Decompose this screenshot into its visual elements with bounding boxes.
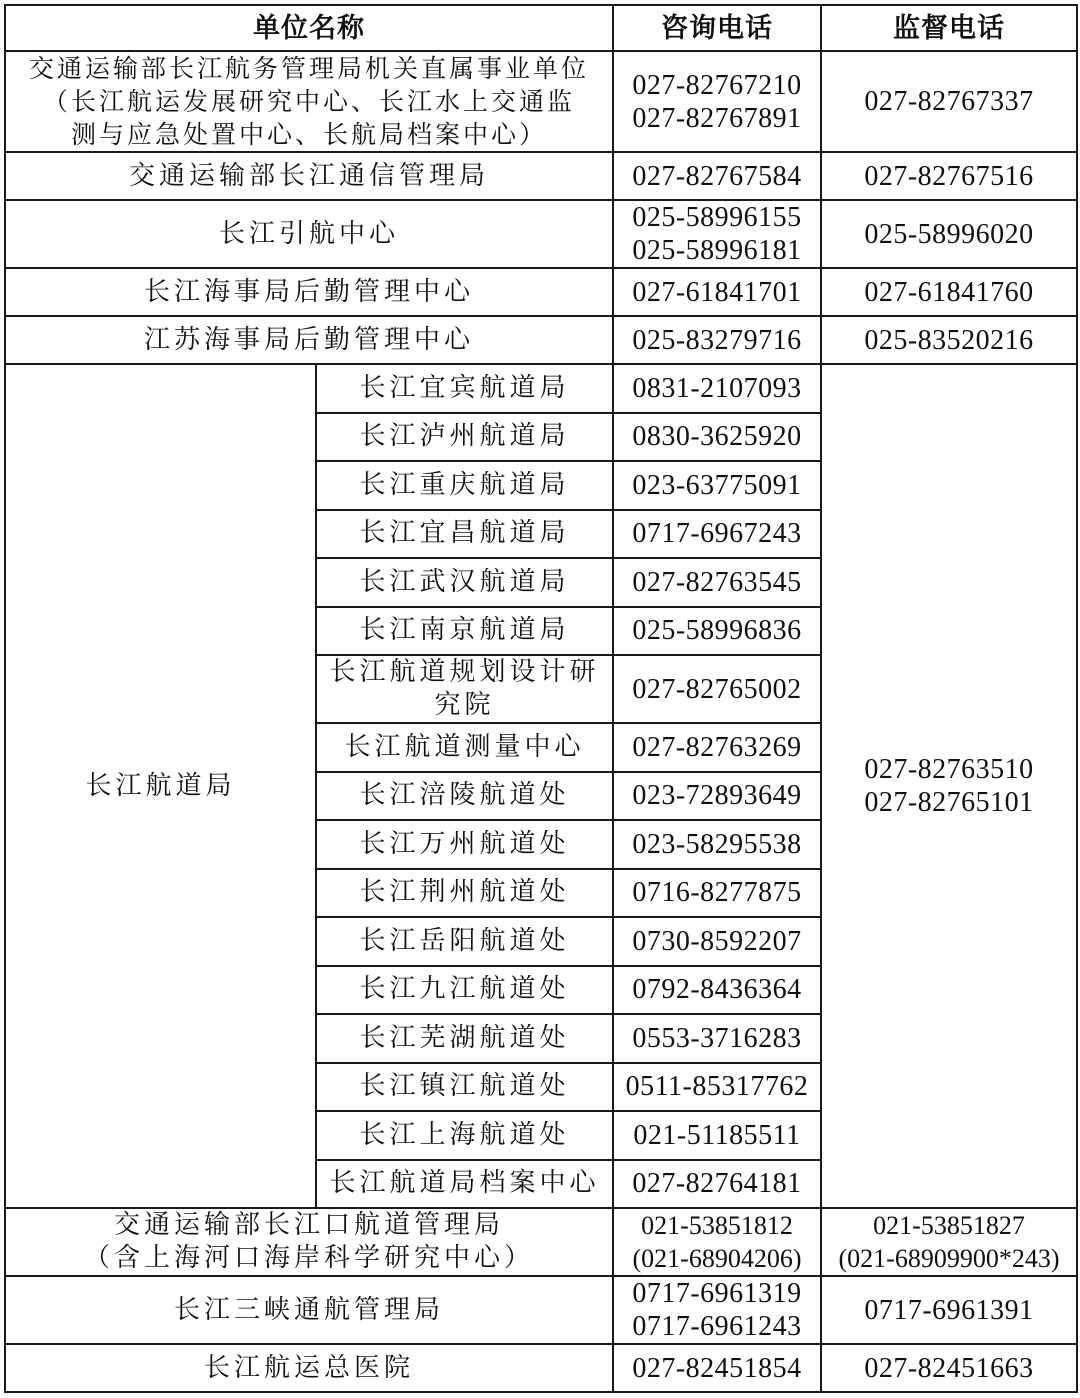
consult-phone-cell-line: 0716-8277875 (632, 877, 802, 909)
consult-phone-cell-line: 027-82767210 (632, 69, 802, 101)
table-row (5, 364, 1077, 413)
sub-unit-name-cell-line: 长江芜湖航道处 (359, 1022, 570, 1053)
table-row (5, 316, 1077, 364)
supervise-phone-cell (821, 200, 1077, 268)
unit-name-cell (5, 1276, 613, 1344)
supervise-phone-cell-line: 027-82767337 (864, 86, 1034, 117)
unit-name-cell (5, 51, 613, 152)
consult-phone-cell (613, 268, 821, 316)
table-row (5, 1208, 1077, 1276)
sub-unit-name-cell (316, 461, 613, 510)
consult-phone-cell (613, 1344, 821, 1392)
supervise-phone-cell (821, 1276, 1077, 1344)
supervise-phone-cell-line: 027-82763510 (864, 754, 1034, 785)
sub-unit-name-cell (316, 869, 613, 918)
sub-unit-name-cell (316, 1063, 613, 1112)
consult-phone-cell-line: (021-68904206) (632, 1244, 802, 1273)
unit-name-cell (5, 316, 613, 364)
sub-unit-name-cell (316, 772, 613, 821)
sub-unit-name-cell-line: 长江涪陵航道处 (359, 780, 570, 811)
sub-unit-name-cell-line: 究院 (434, 690, 495, 720)
supervise-phone-cell (821, 51, 1077, 152)
consult-phone-cell-line: 027-82451854 (632, 1352, 802, 1384)
supervise-phone-cell (821, 1208, 1077, 1276)
consult-phone-cell-line: 0730-8592207 (632, 925, 802, 957)
consult-phone-cell (613, 820, 821, 869)
consult-phone-cell-line: 021-53851812 (641, 1211, 793, 1240)
consult-phone-cell-line: 021-51185511 (633, 1119, 801, 1151)
sub-unit-name-cell-line: 长江航道测量中心 (344, 731, 585, 762)
consult-phone-cell (613, 655, 821, 723)
supervise-phone-cell-line: 027-82767516 (864, 160, 1034, 192)
sub-unit-name-cell (316, 1111, 613, 1160)
sub-unit-name-cell (316, 917, 613, 966)
consult-phone-cell (613, 723, 821, 772)
unit-name-cell (5, 1208, 613, 1276)
consult-phone-cell (613, 413, 821, 462)
sub-unit-name-cell-line: 长江九江航道处 (359, 974, 570, 1005)
supervise-phone-cell (821, 1344, 1077, 1392)
consult-phone-cell (613, 316, 821, 364)
consult-phone-cell-line: 025-58996155 (632, 202, 802, 233)
consult-phone-cell-line: 0717-6967243 (632, 518, 802, 550)
waterway-bureau-cell-line: 长江航道局 (85, 770, 236, 801)
consult-phone-cell (613, 607, 821, 656)
consult-phone-cell-line: 0830-3625920 (632, 421, 802, 453)
consult-phone-cell (613, 966, 821, 1015)
sub-unit-name-cell (316, 723, 613, 772)
sub-unit-name-cell-line: 长江镇江航道处 (359, 1071, 570, 1102)
supervise-phone-cell-line: (021-68909900*243) (838, 1244, 1060, 1273)
consult-phone-cell-line: 025-58996181 (632, 235, 802, 266)
unit-name-cell (5, 1344, 613, 1392)
consult-phone-cell-line: 025-83279716 (632, 324, 802, 356)
supervise-phone-cell (821, 152, 1077, 200)
unit-name-cell-line: 长江航运总医院 (203, 1352, 414, 1383)
table-row (5, 51, 1077, 152)
table-row (5, 268, 1077, 316)
unit-name-cell-line: 交通运输部长江航务管理局机关直属事业单位 (28, 54, 589, 83)
unit-name-cell-line: 交通运输部长江通信管理局 (128, 160, 489, 191)
consult-phone-cell (613, 1063, 821, 1112)
sub-unit-name-cell-line: 长江万州航道处 (359, 828, 570, 859)
table-row (5, 200, 1077, 268)
header-consult-phone: 咨询电话 (613, 5, 821, 51)
unit-name-cell-line: （含上海河口海岸科学研究中心） (83, 1243, 534, 1273)
consult-phone-cell (613, 1276, 821, 1344)
sub-unit-name-cell-line: 长江重庆航道局 (359, 469, 570, 500)
supervise-phone-cell-line: 021-53851827 (873, 1211, 1025, 1240)
consult-phone-cell-line: 025-58996836 (632, 615, 802, 647)
sub-unit-name-cell-line: 长江武汉航道局 (359, 566, 570, 597)
unit-name-cell-line: （长江航运发展研究中心、长江水上交通监 (42, 87, 575, 116)
table-row (5, 152, 1077, 200)
consult-phone-cell-line: 027-61841701 (632, 276, 802, 308)
supervise-phone-cell-line: 027-82451663 (864, 1352, 1034, 1384)
consult-phone-cell (613, 917, 821, 966)
consult-phone-cell-line: 0792-8436364 (632, 974, 802, 1006)
unit-name-cell-line: 江苏海事局后勤管理中心 (143, 324, 474, 355)
sub-unit-name-cell-line: 长江上海航道处 (359, 1119, 570, 1150)
supervise-phone-cell-line: 025-58996020 (864, 218, 1034, 250)
consult-phone-cell (613, 152, 821, 200)
consult-phone-cell-line: 0717-6961319 (632, 1278, 802, 1309)
consult-phone-cell-line: 023-72893649 (632, 780, 802, 812)
consult-phone-cell (613, 200, 821, 268)
unit-name-cell (5, 268, 613, 316)
unit-name-cell (5, 152, 613, 200)
consult-phone-cell (613, 1160, 821, 1209)
unit-name-cell-line: 长江引航中心 (218, 218, 399, 249)
sub-unit-name-cell-line: 长江岳阳航道处 (359, 925, 570, 956)
sub-unit-name-cell (316, 820, 613, 869)
unit-name-cell-line: 测与应急处置中心、长航局档案中心） (70, 120, 547, 149)
sub-unit-name-cell (316, 607, 613, 656)
table-row (5, 1276, 1077, 1344)
consult-phone-cell-line: 027-82765002 (632, 673, 802, 705)
consult-phone-cell (613, 558, 821, 607)
sub-unit-name-cell-line: 长江荆州航道处 (359, 877, 570, 908)
unit-name-cell-line: 交通运输部长江口航道管理局 (113, 1210, 504, 1240)
sub-unit-name-cell-line: 长江航道局档案中心 (329, 1168, 600, 1199)
consult-phone-cell-line: 027-82763269 (632, 731, 802, 763)
header-row (5, 5, 1077, 51)
supervise-phone-cell (821, 268, 1077, 316)
sub-unit-name-cell-line: 长江泸州航道局 (359, 421, 570, 452)
waterway-bureau-cell (5, 364, 316, 1208)
consult-phone-cell (613, 364, 821, 413)
consult-phone-cell-line: 027-82767891 (632, 102, 802, 134)
sub-unit-name-cell-line: 长江航道规划设计研 (329, 657, 600, 687)
sub-unit-name-cell (316, 558, 613, 607)
consult-phone-cell (613, 869, 821, 918)
supervise-phone-cell-line: 027-61841760 (864, 276, 1034, 308)
unit-name-cell-line: 长江海事局后勤管理中心 (143, 276, 474, 307)
consult-phone-cell (613, 772, 821, 821)
consult-phone-cell-line: 023-63775091 (632, 469, 802, 501)
consult-phone-cell-line: 027-82764181 (632, 1168, 802, 1200)
supervise-phone-cell-line: 0717-6961391 (864, 1294, 1034, 1326)
contact-table (4, 4, 1078, 1393)
header-supervise-phone: 监督电话 (821, 5, 1077, 51)
sub-unit-name-cell-line: 长江宜昌航道局 (359, 518, 570, 549)
consult-phone-cell-line: 027-82763545 (632, 566, 802, 598)
consult-phone-cell (613, 510, 821, 559)
supervise-phone-cell-line: 025-83520216 (864, 324, 1034, 356)
sub-unit-name-cell (316, 1014, 613, 1063)
unit-name-cell (5, 200, 613, 268)
supervise-phone-cell (821, 316, 1077, 364)
sub-unit-name-cell-line: 长江南京航道局 (359, 615, 570, 646)
header-unit-name: 单位名称 (5, 5, 613, 51)
sub-unit-name-cell-line: 长江宜宾航道局 (359, 372, 570, 403)
consult-phone-cell-line: 027-82767584 (632, 160, 802, 192)
consult-phone-cell (613, 51, 821, 152)
supervise-phone-cell-line: 027-82765101 (864, 787, 1034, 818)
unit-name-cell-line: 长江三峡通航管理局 (173, 1294, 444, 1325)
sub-unit-name-cell (316, 413, 613, 462)
consult-phone-cell-line: 0553-3716283 (632, 1022, 802, 1054)
consult-phone-cell-line: 0511-85317762 (625, 1071, 809, 1103)
consult-phone-cell-line: 0717-6961243 (632, 1311, 802, 1342)
sub-unit-name-cell (316, 510, 613, 559)
consult-phone-cell-line: 023-58295538 (632, 828, 802, 860)
consult-phone-cell (613, 1014, 821, 1063)
consult-phone-cell (613, 1208, 821, 1276)
sub-unit-name-cell (316, 966, 613, 1015)
sub-unit-name-cell (316, 1160, 613, 1209)
consult-phone-cell (613, 1111, 821, 1160)
sub-unit-name-cell (316, 364, 613, 413)
sub-unit-name-cell (316, 655, 613, 723)
supervise-phone-cell (821, 364, 1077, 1208)
table-row (5, 1344, 1077, 1392)
consult-phone-cell-line: 0831-2107093 (632, 372, 802, 404)
consult-phone-cell (613, 461, 821, 510)
